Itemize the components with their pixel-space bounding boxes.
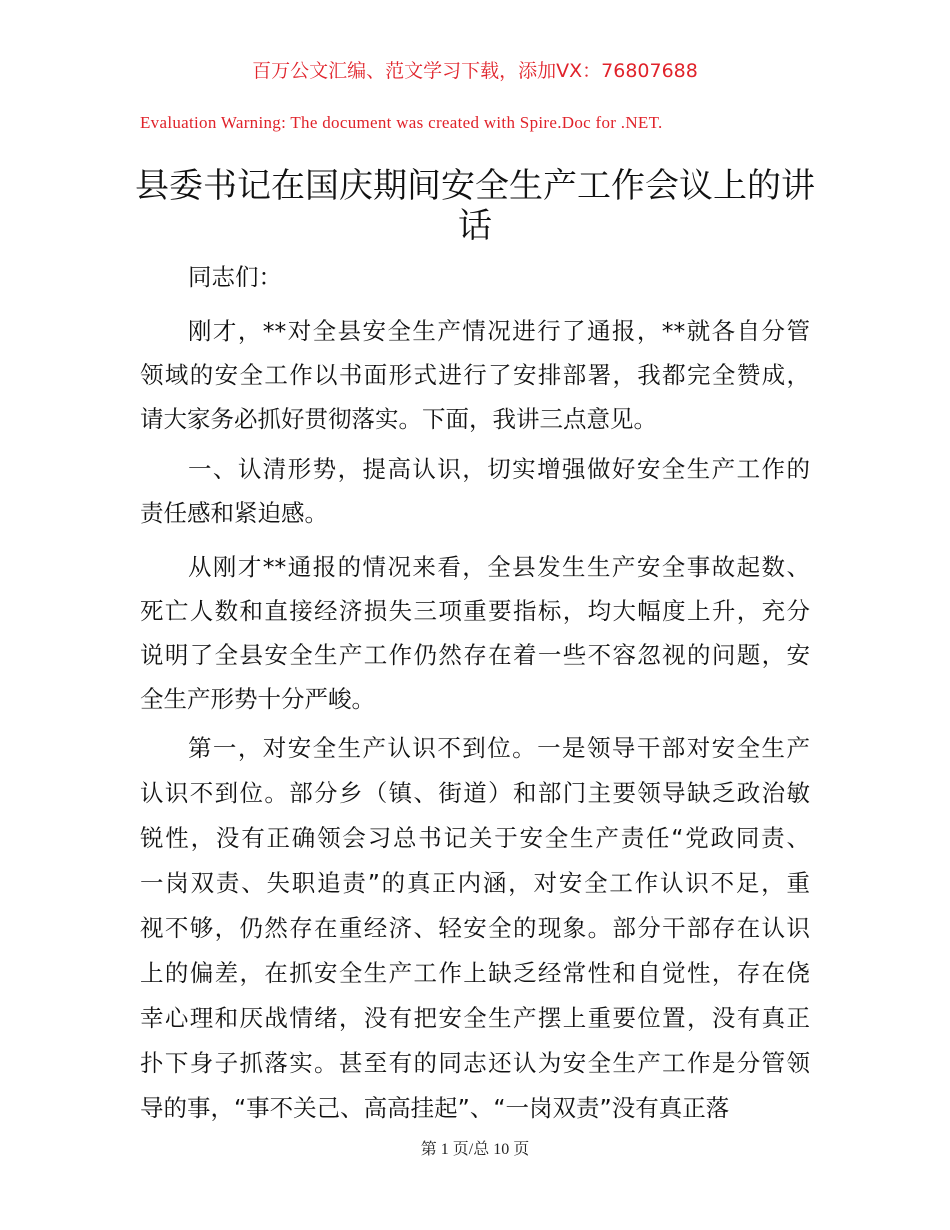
paragraph-line: 上的偏差，在抓安全生产工作上缺乏经常性和自觉性，存在侥	[140, 959, 810, 987]
paragraph-line: 死亡人数和直接经济损失三项重要指标，均大幅度上升，充分	[140, 597, 810, 625]
paragraph-line: 认识不到位。部分乡（镇、街道）和部门主要领导缺乏政治敏	[140, 779, 810, 807]
paragraph-line: 锐性，没有正确领会习总书记关于安全生产责任“党政同责、	[140, 824, 810, 852]
paragraph-line: 刚才，**对全县安全生产情况进行了通报，**就各自分管	[188, 317, 810, 345]
download-banner: 百万公文汇编、范文学习下载，添加VX：76807688	[252, 60, 698, 82]
paragraph-line: 说明了全县安全生产工作仍然存在着一些不容忽视的问题，安	[140, 641, 810, 669]
document-title-line-1: 县委书记在国庆期间安全生产工作会议上的讲	[135, 166, 815, 206]
paragraph-line: 第一，对安全生产认识不到位。一是领导干部对安全生产	[188, 734, 810, 762]
paragraph-line: 导的事，“事不关己、高高挂起”、“一岗双责”没有真正落	[140, 1094, 730, 1122]
page-footer: 第 1 页/总 10 页	[420, 1141, 530, 1158]
paragraph-line: 从刚才**通报的情况来看，全县发生生产安全事故起数、	[188, 553, 810, 581]
paragraph-line: 幸心理和厌战情绪，没有把安全生产摆上重要位置，没有真正	[140, 1004, 810, 1032]
paragraph-line: 同志们：	[188, 263, 282, 291]
paragraph-line: 一、认清形势，提高认识，切实增强做好安全生产工作的	[188, 455, 810, 483]
paragraph-line: 请大家务必抓好贯彻落实。下面，我讲三点意见。	[140, 405, 657, 433]
paragraph-line: 领域的安全工作以书面形式进行了安排部署，我都完全赞成，	[140, 361, 810, 389]
document-title-line-2: 话	[458, 206, 492, 246]
paragraph-line: 扑下身子抓落实。甚至有的同志还认为安全生产工作是分管领	[140, 1049, 810, 1077]
paragraph-line: 全生产形势十分严峻。	[140, 685, 375, 713]
paragraph-line: 责任感和紧迫感。	[140, 499, 328, 527]
evaluation-warning: Evaluation Warning: The document was created with Spire.Doc for .NET.	[140, 113, 663, 132]
paragraph-line: 视不够，仍然存在重经济、轻安全的现象。部分干部存在认识	[140, 914, 810, 942]
paragraph-line: 一岗双责、失职追责”的真正内涵，对安全工作认识不足，重	[140, 869, 810, 897]
